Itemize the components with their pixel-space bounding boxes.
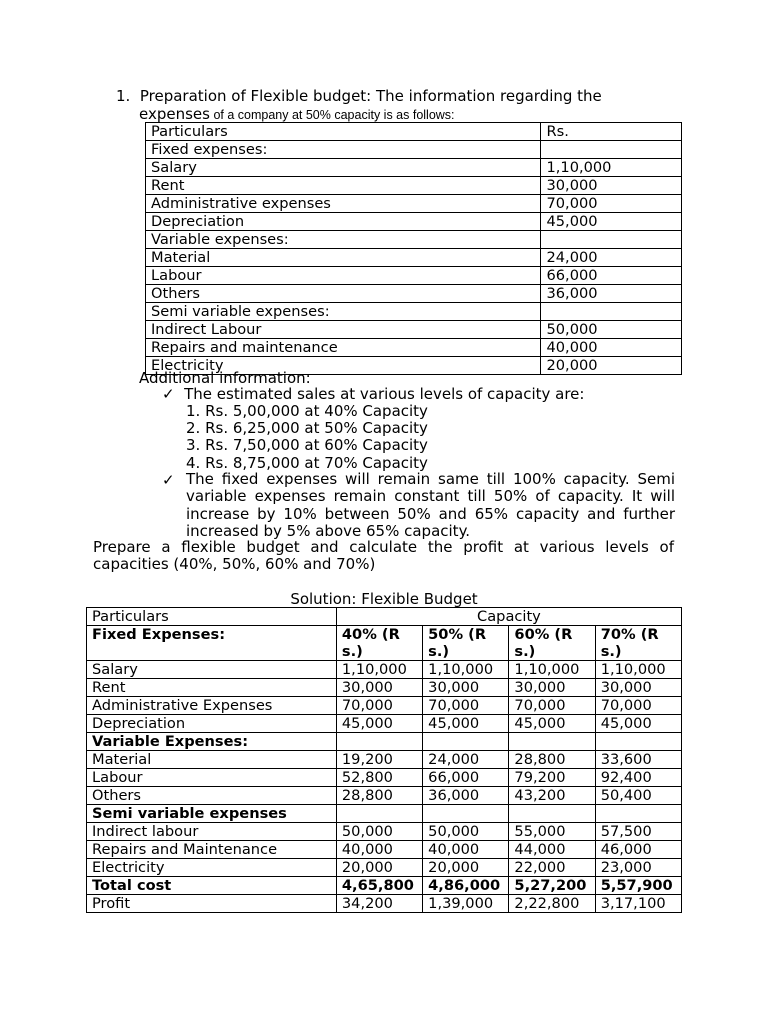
table-row [146,141,682,159]
row-value: 1,10,000 [541,159,682,177]
cell-70: 30,000 [595,679,681,697]
question-text: Preparation of Flexible budget: The information regarding the [139,87,602,105]
row-label: Salary [87,661,337,679]
row-label: Indirect labour [87,823,337,841]
table-row [87,661,682,679]
sales-item [186,436,428,454]
header-rs: Rs. [541,123,682,141]
empty-cell [423,805,509,823]
question-text-small: of a company at 50% capacity is as follows: [209,108,455,122]
level-40-header: 40% (Rs.) [336,626,422,661]
table-row [146,231,682,249]
cell-40: 4,65,800 [336,877,422,895]
cell-50: 1,39,000 [423,895,509,913]
sales-item-text: Rs. 5,00,000 at 40% Capacity [205,402,428,420]
row-label: Repairs and maintenance [146,339,541,357]
additional-info-heading: Additional information: [139,369,311,387]
solution-title: Solution: Flexible Budget [290,590,478,608]
cell-60: 28,800 [509,751,595,769]
fixed-expenses-heading: Fixed Expenses: [87,626,337,661]
cell-40: 45,000 [336,715,422,733]
cell-60: 1,10,000 [509,661,595,679]
row-value: 45,000 [541,213,682,231]
total-cost-row [87,877,682,895]
cell-70: 50,400 [595,787,681,805]
row-label: Labour [146,267,541,285]
cell-50: 36,000 [423,787,509,805]
empty-cell [595,733,681,751]
level-70-header: 70% (Rs.) [595,626,681,661]
row-label: Electricity [146,357,541,375]
table-row [87,841,682,859]
table-header-row [87,608,682,626]
table-row [146,213,682,231]
row-value: 40,000 [541,339,682,357]
table-header-row [146,123,682,141]
cell-40: 19,200 [336,751,422,769]
section-heading-row [87,805,682,823]
row-label: Depreciation [87,715,337,733]
cell-70: 57,500 [595,823,681,841]
row-label: Profit [87,895,337,913]
cell-40: 1,10,000 [336,661,422,679]
table-row [146,195,682,213]
table-row [87,751,682,769]
row-label: Others [146,285,541,303]
semi-variable-heading: Semi variable expenses [87,805,337,823]
sales-item [186,419,428,437]
row-value: 30,000 [541,177,682,195]
flexible-budget-table [86,607,682,913]
sales-item-text: Rs. 8,75,000 at 70% Capacity [205,454,428,472]
cell-60: 45,000 [509,715,595,733]
row-value [541,303,682,321]
table-row [87,769,682,787]
cell-60: 43,200 [509,787,595,805]
cell-60: 44,000 [509,841,595,859]
table-row [146,249,682,267]
row-label: Electricity [87,859,337,877]
row-label: Variable expenses: [146,231,541,249]
sales-item-number: 2. [186,419,201,437]
level-50-header: 50% (Rs.) [423,626,509,661]
cell-50: 24,000 [423,751,509,769]
question-line-1 [116,87,602,105]
bullet-sales [162,385,584,403]
cell-60: 55,000 [509,823,595,841]
row-label: Material [87,751,337,769]
cell-70: 46,000 [595,841,681,859]
cell-50: 1,10,000 [423,661,509,679]
table-subheader-row [87,626,682,661]
cell-40: 28,800 [336,787,422,805]
cell-70: 3,17,100 [595,895,681,913]
cell-50: 40,000 [423,841,509,859]
row-label: Rent [146,177,541,195]
row-value: 24,000 [541,249,682,267]
section-heading-row [87,733,682,751]
sales-item-number: 4. [186,454,201,472]
row-label: Repairs and Maintenance [87,841,337,859]
sales-item-text: Rs. 7,50,000 at 60% Capacity [205,436,428,454]
row-label: Salary [146,159,541,177]
variable-expenses-heading: Variable Expenses: [87,733,337,751]
check-icon: ✓ [162,385,175,403]
table-row [146,285,682,303]
profit-row [87,895,682,913]
question-number: 1. [116,87,131,105]
header-particulars: Particulars [146,123,541,141]
row-label: Rent [87,679,337,697]
cell-70: 92,400 [595,769,681,787]
cell-50: 50,000 [423,823,509,841]
table-row [146,267,682,285]
cell-50: 66,000 [423,769,509,787]
row-label: Administrative Expenses [87,697,337,715]
row-label: Depreciation [146,213,541,231]
table-row [87,715,682,733]
cell-70: 5,57,900 [595,877,681,895]
cell-60: 70,000 [509,697,595,715]
table-row [146,303,682,321]
row-label: Others [87,787,337,805]
cell-50: 4,86,000 [423,877,509,895]
cell-70: 70,000 [595,697,681,715]
sales-item-number: 1. [186,402,201,420]
cell-50: 20,000 [423,859,509,877]
cell-40: 70,000 [336,697,422,715]
cell-40: 20,000 [336,859,422,877]
empty-cell [509,733,595,751]
empty-cell [336,733,422,751]
row-value: 36,000 [541,285,682,303]
cell-40: 40,000 [336,841,422,859]
given-data-table [145,122,682,375]
check-icon: ✓ [162,471,175,489]
cell-50: 45,000 [423,715,509,733]
cell-60: 79,200 [509,769,595,787]
table-row [146,339,682,357]
header-capacity: Capacity [336,608,681,626]
row-value [541,231,682,249]
cell-60: 22,000 [509,859,595,877]
table-row [87,697,682,715]
cell-40: 30,000 [336,679,422,697]
cell-40: 34,200 [336,895,422,913]
row-label: Total cost [87,877,337,895]
empty-cell [595,805,681,823]
row-label: Fixed expenses: [146,141,541,159]
question-text-expenses: expenses [139,105,210,123]
cell-50: 70,000 [423,697,509,715]
sales-item [186,402,428,420]
table-row [87,859,682,877]
empty-cell [336,805,422,823]
bullet-sales-text: The estimated sales at various levels of capacity are: [184,385,585,403]
header-particulars: Particulars [87,608,337,626]
bullet-fixed-expenses-text: The fixed expenses will remain same till 100% capacity. Semi variable expenses remain constant till 50% of capacity. It will increase by 10% between 50% and 65% capacity and further increased by 5% above 65% capacity. [186,470,675,540]
table-row [87,679,682,697]
cell-50: 30,000 [423,679,509,697]
table-row [146,159,682,177]
sales-item-number: 3. [186,436,201,454]
cell-70: 33,600 [595,751,681,769]
cell-60: 30,000 [509,679,595,697]
row-value: 70,000 [541,195,682,213]
sales-item-text: Rs. 6,25,000 at 50% Capacity [205,419,428,437]
cell-70: 1,10,000 [595,661,681,679]
cell-40: 52,800 [336,769,422,787]
row-label: Labour [87,769,337,787]
row-label: Semi variable expenses: [146,303,541,321]
row-label: Material [146,249,541,267]
row-label: Administrative expenses [146,195,541,213]
empty-cell [509,805,595,823]
row-value: 66,000 [541,267,682,285]
cell-60: 2,22,800 [509,895,595,913]
cell-40: 50,000 [336,823,422,841]
cell-60: 5,27,200 [509,877,595,895]
table-row [87,823,682,841]
table-row [146,177,682,195]
row-label: Indirect Labour [146,321,541,339]
row-value [541,141,682,159]
row-value: 20,000 [541,357,682,375]
level-60-header: 60% (Rs.) [509,626,595,661]
row-value: 50,000 [541,321,682,339]
table-row [146,321,682,339]
prepare-instruction: Prepare a flexible budget and calculate the profit at various levels of capacities (40%, 50%, 60% and 70%) [93,538,674,574]
table-row [87,787,682,805]
question-line-2 [139,105,455,123]
empty-cell [423,733,509,751]
cell-70: 23,000 [595,859,681,877]
cell-70: 45,000 [595,715,681,733]
